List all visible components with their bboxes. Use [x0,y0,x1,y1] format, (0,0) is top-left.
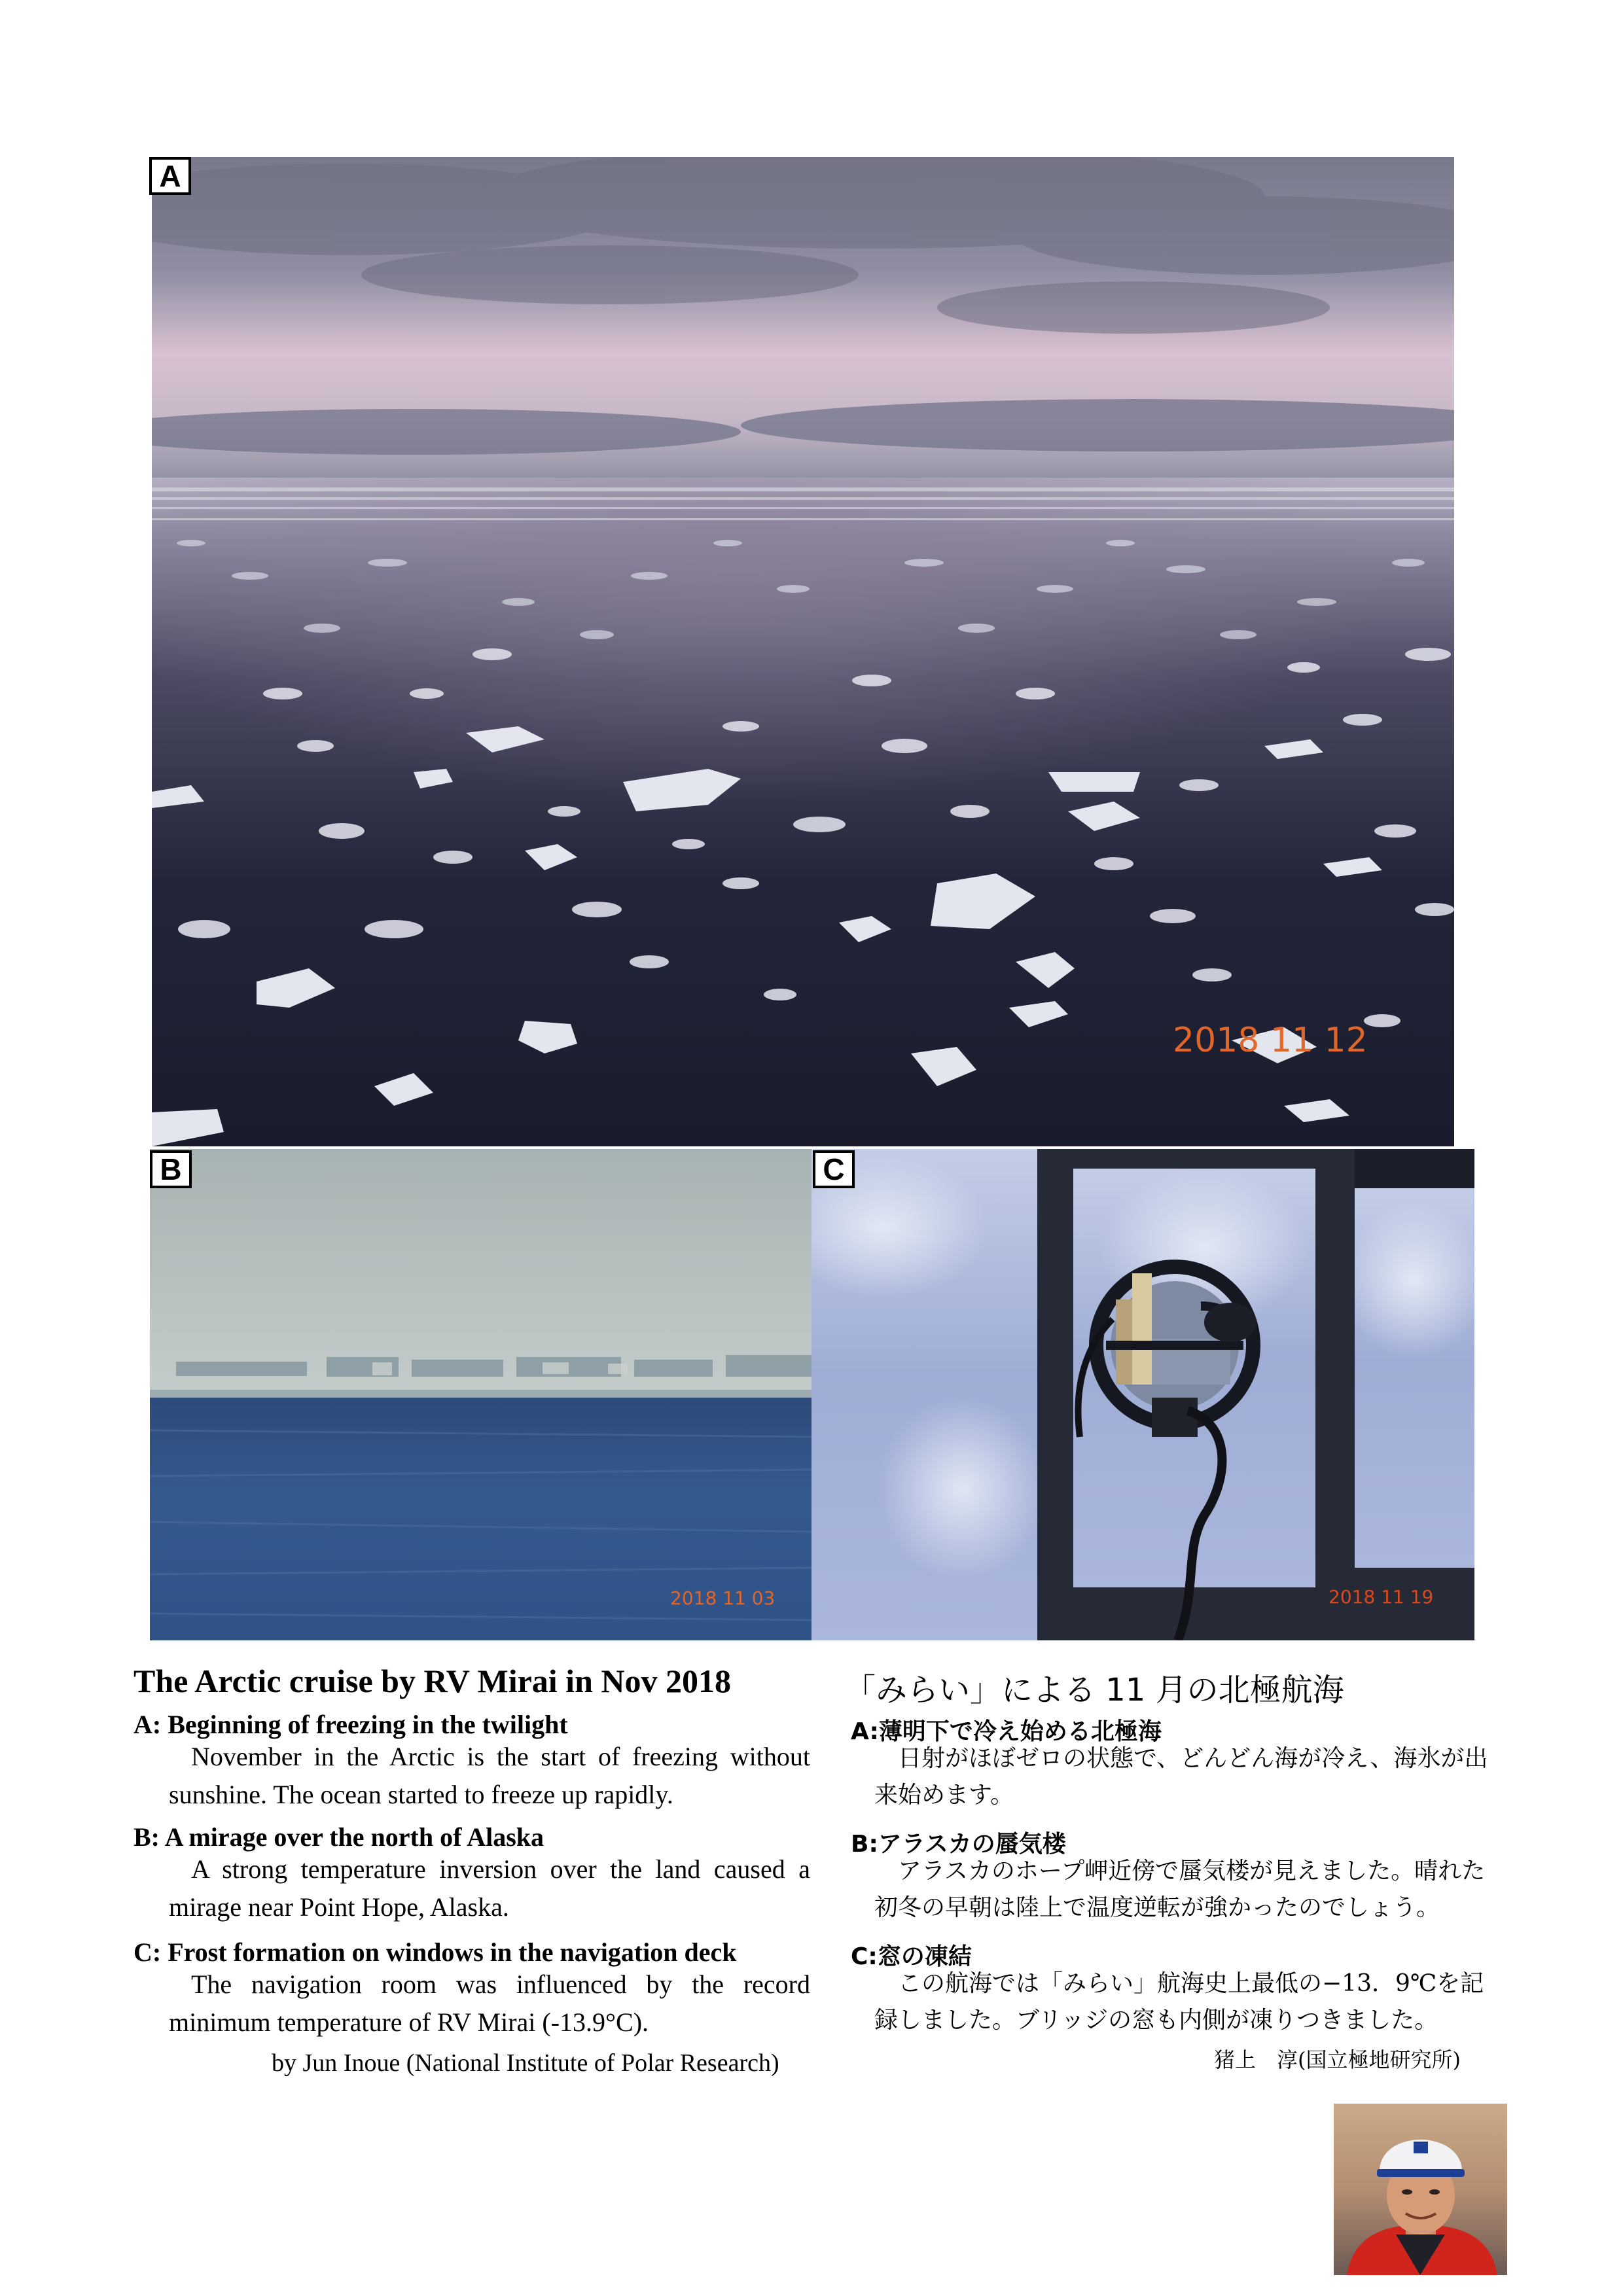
english-c-heading: C: Frost formation on windows in the navigation deck [134,1937,737,1967]
photo-a-label: A [149,157,191,195]
japanese-c-text: この航海では「みらい」航海史上最低の−13．9℃を記録しました。ブリッジの窓も内側が凍りつきました。 [874,1970,1484,2034]
japanese-c-heading: C:窓の凍結 [851,1943,972,1970]
japanese-title: 「みらい」による 11 月の北極航海 [844,1672,1344,1708]
photo-c-label: C [813,1150,855,1188]
english-author: by Jun Inoue (National Institute of Polar Research) [272,2049,779,2077]
sea-ice-image [152,157,1454,1146]
author-portrait-image [1334,2104,1507,2275]
english-b-heading: B: A mirage over the north of Alaska [134,1822,544,1852]
english-title: The Arctic cruise by RV Mirai in Nov 2018 [134,1663,731,1699]
english-b-text: A strong temperature inversion over the land caused a mirage near Point Hope, Alaska. [169,1854,810,1922]
photo-c-date: 2018 11 19 [1329,1586,1434,1608]
english-c-text: The navigation room was influenced by the record minimum temperature of RV Mirai (-13.9°C). [169,1969,810,2037]
frost-window-image [812,1149,1474,1640]
japanese-a-heading: A:薄明下で冷え始める北極海 [851,1718,1162,1745]
photo-b-date: 2018 11 03 [670,1587,776,1609]
author-photo [1334,2104,1507,2275]
japanese-b-text: アラスカのホープ岬近傍で蜃気楼が見えました。晴れた初冬の早朝は陸上で温度逆転が強かったのでしょう。 [874,1858,1486,1921]
photo-a-sea-ice [152,157,1454,1146]
japanese-a-text: 日射がほぼゼロの状態で、どんどん海が冷え、海氷が出来始めます。 [874,1745,1488,1809]
japanese-author: 猪上 淳(国立極地研究所) [1214,2047,1461,2072]
photo-b-label: B [150,1150,192,1188]
english-a-text: November in the Arctic is the start of freezing without sunshine. The ocean started to freeze up rapidly. [169,1742,810,1809]
japanese-b-heading: B:アラスカの蜃気楼 [851,1831,1066,1858]
mirage-image [150,1149,812,1640]
english-a-heading: A: Beginning of freezing in the twilight [134,1710,568,1739]
photo-b-mirage [150,1149,812,1640]
photo-c-frost-window [812,1149,1474,1640]
photo-a-date: 2018 11 12 [1173,1021,1368,1060]
